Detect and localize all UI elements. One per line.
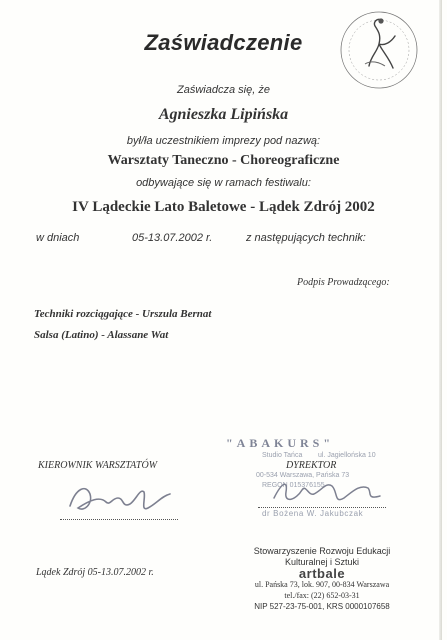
organization-line: Stowarzyszenie Rozwoju Edukacji <box>253 546 391 556</box>
organization-address: ul. Pańska 73, lok. 907, 00-834 Warszawa <box>254 580 390 589</box>
director-label: DYREKTOR <box>286 460 337 471</box>
signer-label: Podpis Prowadzącego: <box>297 277 390 288</box>
certificate-title: Zaświadczenie <box>144 30 303 55</box>
stamp-line: Studio Tańca <box>262 452 303 459</box>
stamp-signer: dr Bożena W. Jakubczak <box>262 509 364 518</box>
technique-item: Techniki rozciągające - Urszula Bernat <box>34 308 212 320</box>
director-signature-line <box>258 507 386 508</box>
stamp-line: REGON 015376155 <box>262 482 325 489</box>
stamp-line: ul. Jagiellońska 10 <box>318 452 376 459</box>
manager-signature-line <box>60 519 178 520</box>
participant-text: był/ła uczestnikiem imprezy pod nazwą: <box>126 135 321 147</box>
event-name: Warsztaty Taneczno - Choreograficzne <box>107 153 340 168</box>
place-date: Lądek Zdrój 05-13.07.2002 r. <box>36 567 154 578</box>
technique-item: Salsa (Latino) - Alassane Wat <box>34 329 169 341</box>
stamp-name: "ABAKURS" <box>226 436 334 450</box>
organization-brand: artbale <box>298 566 346 581</box>
dates-value: 05-13.07.2002 r. <box>132 232 213 244</box>
organization-phone: tel./fax: (22) 652-03-31 <box>284 591 360 600</box>
manager-signature-icon <box>66 478 176 522</box>
dates-label: w dniach <box>36 232 80 244</box>
organization-line: Kulturalnej i Sztuki <box>284 557 360 567</box>
techniques-label: z następujących technik: <box>246 232 366 244</box>
stamp-line: 00-534 Warszawa, Pańska 73 <box>256 472 350 479</box>
intro-text: Zaświadcza się, że <box>177 84 270 96</box>
recipient-name: Agnieszka Lipińska <box>158 106 289 123</box>
organization-ids: NIP 527-23-75-001, KRS 0000107658 <box>254 602 390 611</box>
organization-block <box>222 546 422 612</box>
festival-intro-text: odbywające się w ramach festiwalu: <box>136 177 311 189</box>
festival-name: IV Lądeckie Lato Baletowe - Lądek Zdrój 2002 <box>72 199 375 215</box>
manager-label: KIEROWNIK WARSZTATÓW <box>38 460 158 471</box>
